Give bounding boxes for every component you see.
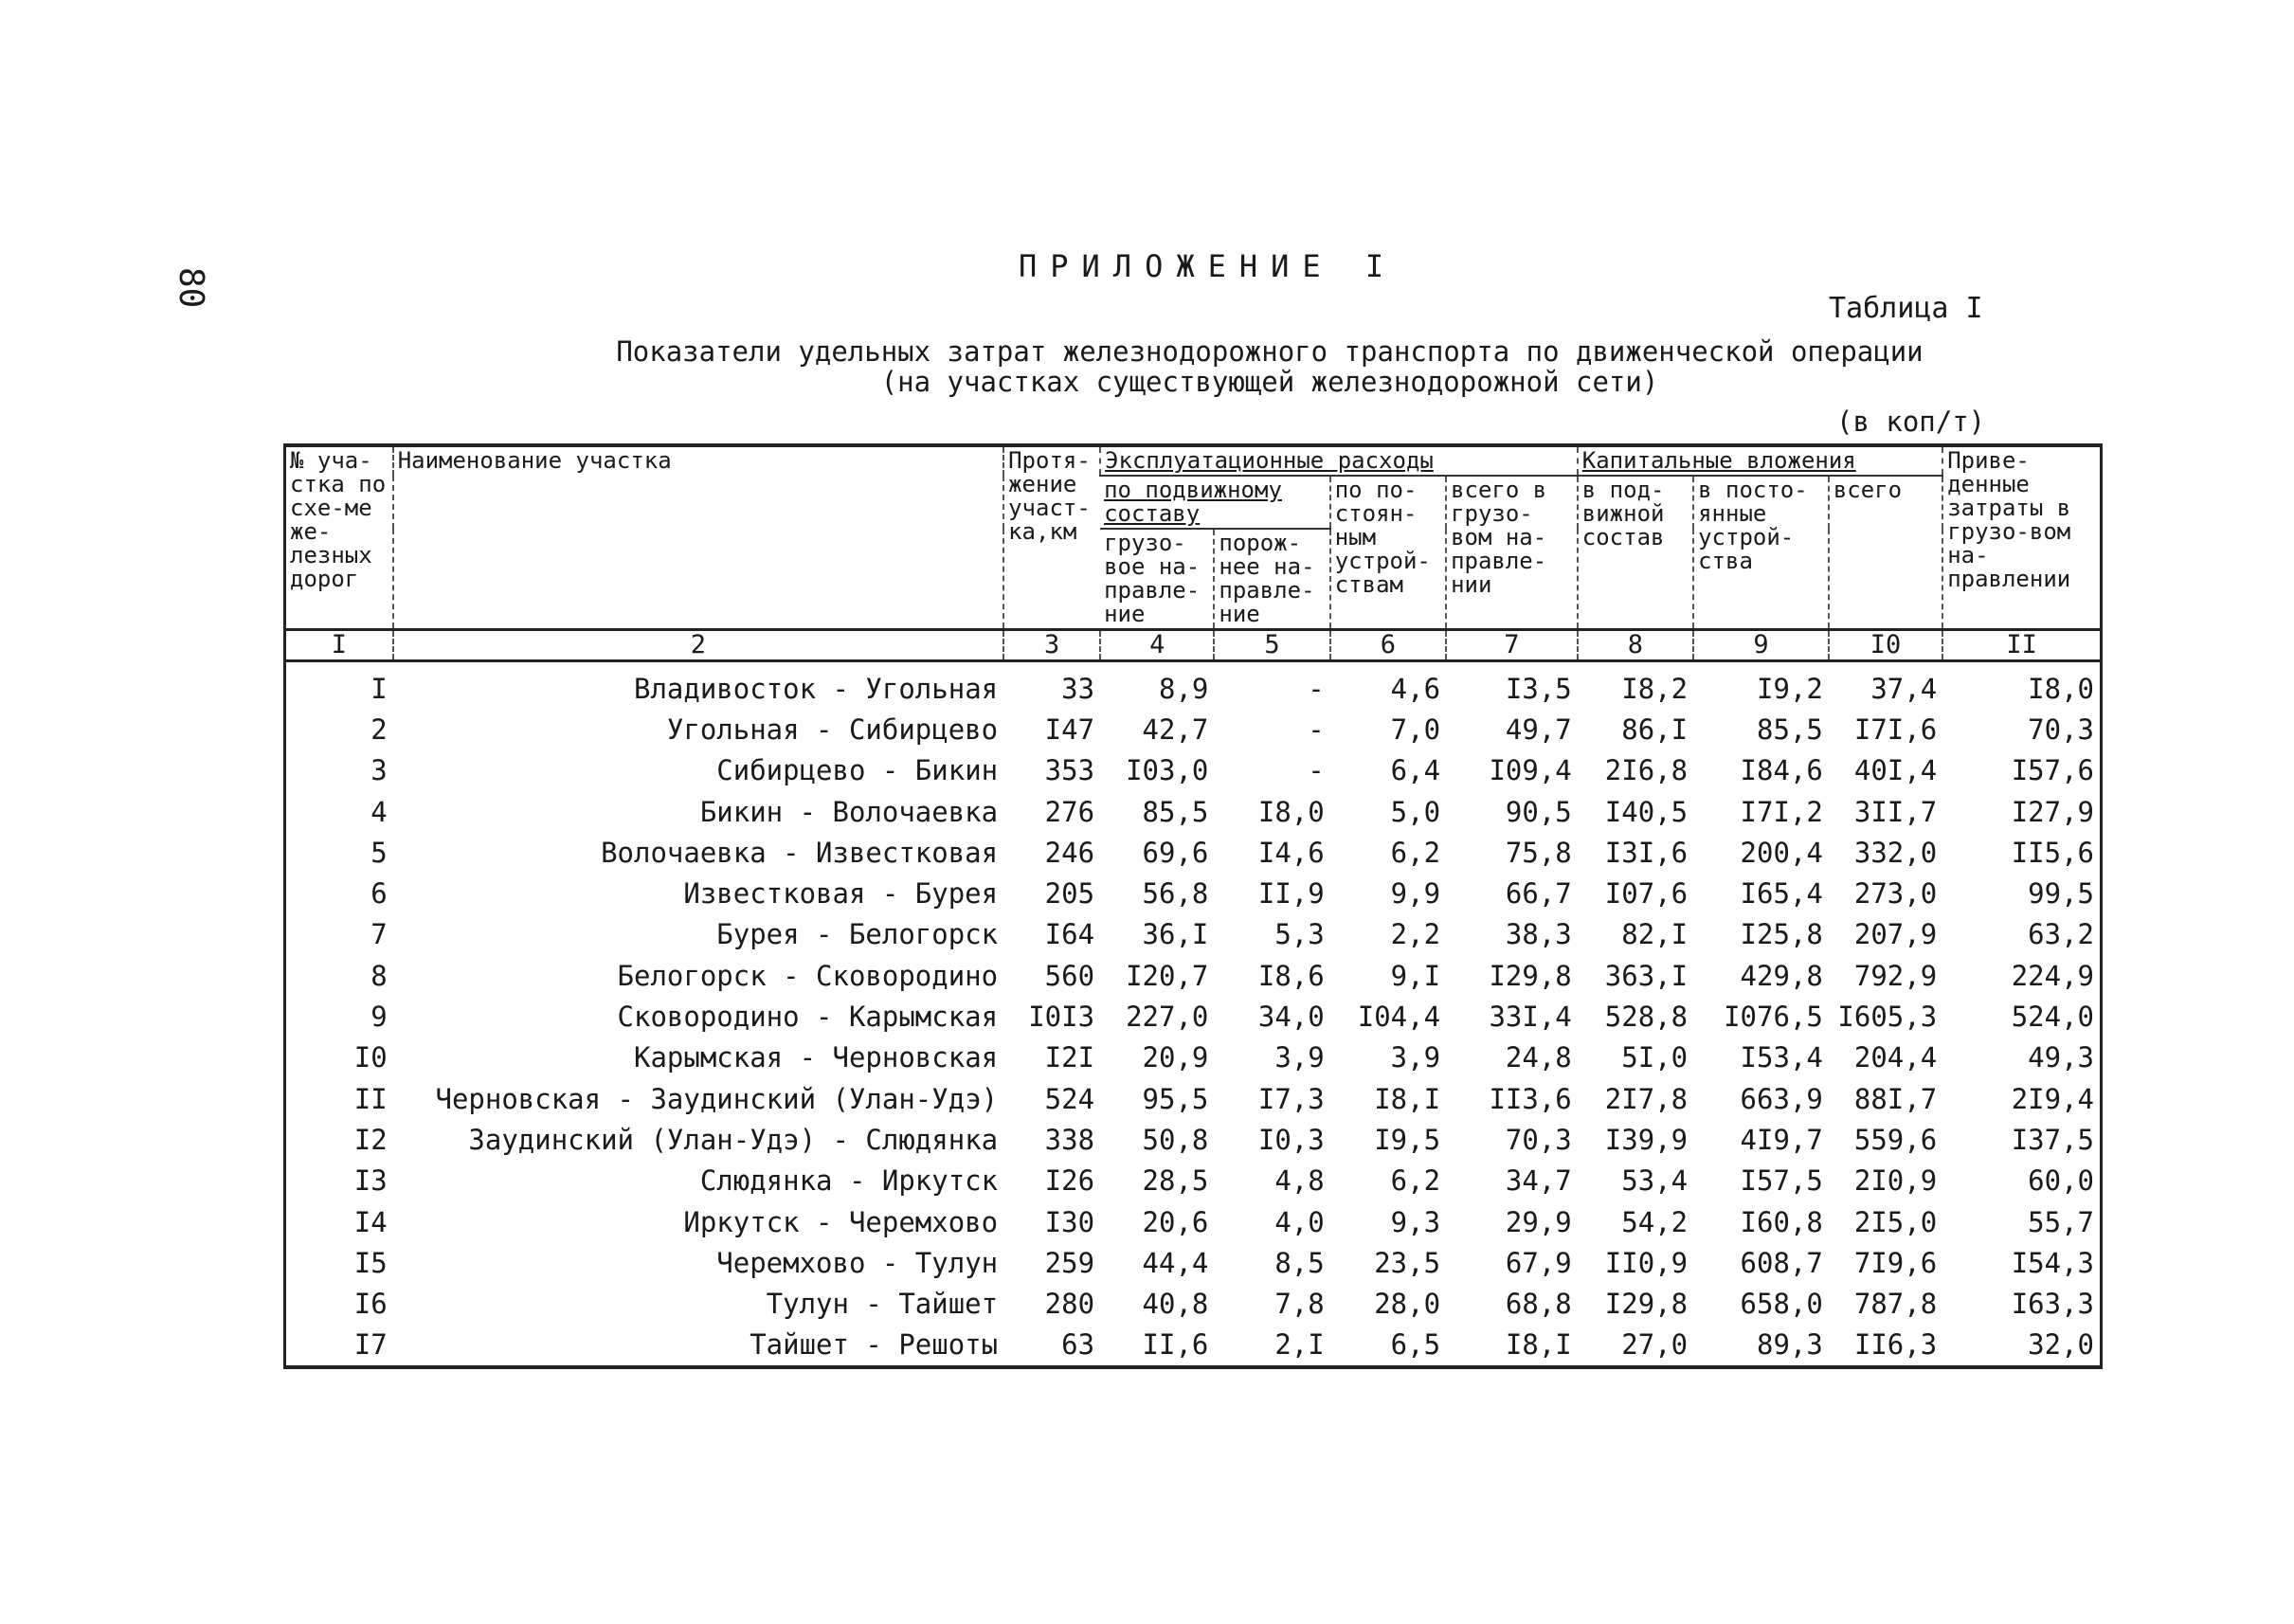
cell-length-km: 524 — [1044, 1082, 1095, 1115]
cell-cargo-direction: 95,5 — [1142, 1082, 1209, 1115]
cell-length-km: 259 — [1044, 1246, 1095, 1279]
cell-reduced-costs: 70,3 — [2028, 713, 2094, 746]
units-label: (в коп/т) — [1836, 406, 1986, 438]
cell-reduced-costs: 99,5 — [2028, 877, 2094, 911]
table-body — [285, 661, 2102, 1368]
cell-fixed-devices-ops: 6,2 — [1390, 1164, 1441, 1198]
cell-length-km: I30 — [1044, 1205, 1095, 1238]
column-number: 6 — [1330, 630, 1446, 661]
cell-section-name: Известковая - Бурея — [683, 877, 999, 911]
cell-fixed-devices-capital: 85,5 — [1757, 713, 1823, 746]
cell-section-number: 5 — [370, 836, 388, 869]
cell-reduced-costs: 63,2 — [2028, 918, 2094, 951]
cell-rolling-stock-capital: 363,I — [1604, 959, 1689, 992]
cell-section-name: Черновская - Заудинский (Улан-Удэ) — [435, 1082, 999, 1115]
cell-cargo-direction: 85,5 — [1142, 795, 1209, 828]
cell-rolling-stock-capital: 2I6,8 — [1604, 754, 1689, 787]
cell-length-km: 205 — [1044, 877, 1095, 911]
cell-capital-total: 40I,4 — [1853, 754, 1938, 787]
cell-cargo-direction: 69,6 — [1142, 836, 1209, 869]
cell-rolling-stock-capital: I8,2 — [1621, 672, 1689, 705]
cell-reduced-costs: 224,9 — [2011, 959, 2094, 992]
cell-length-km: 276 — [1044, 795, 1095, 828]
cell-cargo-direction: I20,7 — [1126, 959, 1209, 992]
column-number: 4 — [1100, 630, 1214, 661]
cell-fixed-devices-ops: 9,9 — [1390, 877, 1441, 911]
cell-fixed-devices-ops: I9,5 — [1374, 1123, 1441, 1156]
cell-section-name: Бикин - Волочаевка — [699, 795, 999, 828]
cell-total-cargo-ops: 75,8 — [1505, 836, 1572, 869]
cell-section-number: I0 — [353, 1041, 388, 1074]
cell-rolling-stock-capital: 2I7,8 — [1604, 1082, 1689, 1115]
cell-fixed-devices-capital: 608,7 — [1740, 1246, 1823, 1279]
cell-empty-direction: 7,8 — [1274, 1288, 1325, 1321]
cell-empty-direction: - — [1308, 713, 1325, 746]
cell-section-name: Тулун - Тайшет — [766, 1288, 999, 1321]
cell-length-km: 280 — [1044, 1288, 1095, 1321]
cell-total-cargo-ops: 90,5 — [1505, 795, 1572, 828]
cell-empty-direction: I7,3 — [1257, 1082, 1325, 1115]
cell-total-cargo-ops: II3,6 — [1489, 1082, 1572, 1115]
header-section-number: № уча-стка по схе-ме же-лезных дорог — [290, 447, 387, 592]
cell-section-name: Бурея - Белогорск — [716, 918, 999, 951]
cell-fixed-devices-capital: 4I9,7 — [1740, 1123, 1823, 1156]
cell-section-name: Белогорск - Сковородино — [617, 959, 999, 992]
caption-line-1: Показатели удельных затрат железнодорожного транспорта по движенческой операции — [616, 335, 1924, 368]
table-row — [285, 1038, 2102, 1078]
cell-cargo-direction: 42,7 — [1142, 713, 1209, 746]
cell-length-km: 33 — [1061, 672, 1095, 705]
header-capital-total: всего — [1829, 476, 1942, 630]
cell-cargo-direction: 8,9 — [1158, 672, 1209, 705]
cell-capital-total: 792,9 — [1853, 959, 1938, 992]
header-capital-investments: Капитальные вложения — [1578, 445, 1942, 476]
cell-fixed-devices-capital: I84,6 — [1740, 754, 1823, 787]
header-reduced-costs: Приве-денные затраты в грузо-вом на-правлении — [1942, 445, 2101, 630]
cell-empty-direction: II,9 — [1257, 877, 1325, 911]
cell-rolling-stock-capital: II0,9 — [1604, 1246, 1689, 1279]
header-operating-costs: Эксплуатационные расходы — [1100, 445, 1578, 476]
cell-cargo-direction: 40,8 — [1142, 1288, 1209, 1321]
column-number: 3 — [1003, 630, 1100, 661]
cell-empty-direction: I8,6 — [1257, 959, 1325, 992]
cell-fixed-devices-ops: 6,4 — [1390, 754, 1441, 787]
cell-length-km: 338 — [1044, 1123, 1095, 1156]
cell-capital-total: 88I,7 — [1853, 1082, 1938, 1115]
cell-capital-total: 332,0 — [1853, 836, 1938, 869]
cell-reduced-costs: 524,0 — [2011, 1001, 2094, 1034]
cell-section-name: Волочаевка - Известковая — [601, 836, 999, 869]
cell-empty-direction: I0,3 — [1257, 1123, 1325, 1156]
cell-rolling-stock-capital: I07,6 — [1604, 877, 1689, 911]
table-row — [285, 1119, 2102, 1160]
header-cargo-direction: грузо-вое на-правле-ние — [1104, 530, 1201, 627]
cell-empty-direction: I4,6 — [1257, 836, 1325, 869]
cell-capital-total: 37,4 — [1870, 672, 1938, 705]
cell-length-km: I47 — [1044, 713, 1095, 746]
cell-total-cargo-ops: 33I,4 — [1489, 1001, 1572, 1034]
cell-section-name: Заудинский (Улан-Удэ) - Слюдянка — [468, 1123, 999, 1156]
cell-fixed-devices-capital: I57,5 — [1740, 1164, 1823, 1198]
cell-fixed-devices-ops: 6,5 — [1390, 1328, 1441, 1362]
cell-length-km: I64 — [1044, 918, 1095, 951]
cell-reduced-costs: I63,3 — [2011, 1288, 2094, 1321]
cell-empty-direction: 34,0 — [1257, 1001, 1325, 1034]
cell-cargo-direction: 28,5 — [1142, 1164, 1209, 1198]
cell-fixed-devices-ops: I8,I — [1374, 1082, 1441, 1115]
table-row — [285, 750, 2102, 791]
cell-section-number: 9 — [370, 1001, 388, 1034]
cell-section-name: Владивосток - Угольная — [634, 672, 999, 705]
cell-fixed-devices-capital: 200,4 — [1740, 836, 1823, 869]
cell-capital-total: 204,4 — [1853, 1041, 1938, 1074]
cell-cargo-direction: II,6 — [1142, 1328, 1209, 1362]
cell-rolling-stock-capital: 54,2 — [1621, 1205, 1689, 1238]
cell-reduced-costs: II5,6 — [2011, 836, 2094, 869]
table-row — [285, 791, 2102, 832]
cell-fixed-devices-capital: I53,4 — [1740, 1041, 1823, 1074]
cell-length-km: 560 — [1044, 959, 1095, 992]
cell-cargo-direction: I03,0 — [1126, 754, 1209, 787]
cell-reduced-costs: 55,7 — [2028, 1205, 2094, 1238]
table-row — [285, 661, 2102, 710]
cell-section-number: 4 — [370, 795, 388, 828]
cell-rolling-stock-capital: 528,8 — [1604, 1001, 1689, 1034]
header-total-cargo: всего в грузо-вом на-правле-нии — [1446, 476, 1578, 630]
column-number-row — [285, 630, 2102, 661]
table-row — [285, 709, 2102, 749]
cell-empty-direction: 4,0 — [1274, 1205, 1325, 1238]
column-number: 9 — [1693, 630, 1829, 661]
cell-rolling-stock-capital: I29,8 — [1604, 1288, 1689, 1321]
cell-section-name: Карымская - Черновская — [634, 1041, 999, 1074]
table-row — [285, 1242, 2102, 1283]
cell-cargo-direction: 44,4 — [1142, 1246, 1209, 1279]
cell-empty-direction: - — [1308, 672, 1325, 705]
cell-capital-total: 2I0,9 — [1853, 1164, 1938, 1198]
cell-total-cargo-ops: 29,9 — [1505, 1205, 1572, 1238]
cell-empty-direction: 2,I — [1274, 1328, 1325, 1362]
cell-fixed-devices-capital: 429,8 — [1740, 959, 1823, 992]
cell-cargo-direction: 20,6 — [1142, 1205, 1209, 1238]
cell-fixed-devices-capital: 663,9 — [1740, 1082, 1823, 1115]
column-number: 8 — [1578, 630, 1693, 661]
cell-fixed-devices-ops: I04,4 — [1357, 1001, 1441, 1034]
cell-section-name: Угольная - Сибирцево — [666, 713, 999, 746]
cell-capital-total: I7I,6 — [1853, 713, 1938, 746]
cell-fixed-devices-capital: I076,5 — [1724, 1001, 1823, 1034]
table-caption — [531, 336, 2009, 397]
cell-fixed-devices-ops: 4,6 — [1390, 672, 1441, 705]
cell-empty-direction: 8,5 — [1274, 1246, 1325, 1279]
cell-section-number: I4 — [353, 1205, 388, 1238]
cell-total-cargo-ops: 68,8 — [1505, 1288, 1572, 1321]
cell-capital-total: 273,0 — [1853, 877, 1938, 911]
table-row — [285, 1078, 2102, 1119]
cell-empty-direction: 4,8 — [1274, 1164, 1325, 1198]
cell-total-cargo-ops: I29,8 — [1489, 959, 1572, 992]
column-number: 2 — [393, 630, 1003, 661]
table-row — [285, 914, 2102, 955]
cell-reduced-costs: I57,6 — [2011, 754, 2094, 787]
cell-fixed-devices-ops: 9,3 — [1390, 1205, 1441, 1238]
cell-total-cargo-ops: I8,I — [1505, 1328, 1572, 1362]
cell-cargo-direction: 36,I — [1142, 918, 1209, 951]
table-row — [285, 873, 2102, 913]
table-row — [285, 1201, 2102, 1242]
cell-capital-total: 207,9 — [1853, 918, 1938, 951]
cell-reduced-costs: I27,9 — [2011, 795, 2094, 828]
cell-rolling-stock-capital: 27,0 — [1621, 1328, 1689, 1362]
cell-total-cargo-ops: 24,8 — [1505, 1041, 1572, 1074]
column-number: II — [1942, 630, 2101, 661]
cell-fixed-devices-capital: I65,4 — [1740, 877, 1823, 911]
cell-reduced-costs: I37,5 — [2011, 1123, 2094, 1156]
cell-total-cargo-ops: I09,4 — [1489, 754, 1572, 787]
cell-cargo-direction: 20,9 — [1142, 1041, 1209, 1074]
header-rolling-stock: по подвижному составу — [1100, 476, 1330, 529]
cell-reduced-costs: 2I9,4 — [2011, 1082, 2094, 1115]
cell-capital-total: II6,3 — [1853, 1328, 1938, 1362]
table-label: Таблица I — [1829, 292, 1983, 325]
cell-empty-direction: 5,3 — [1274, 918, 1325, 951]
cell-reduced-costs: 60,0 — [2028, 1164, 2094, 1198]
header-section-name: Наименование участка — [393, 445, 1003, 630]
cell-total-cargo-ops: 38,3 — [1505, 918, 1572, 951]
cell-fixed-devices-capital: I25,8 — [1740, 918, 1823, 951]
cell-total-cargo-ops: 70,3 — [1505, 1123, 1572, 1156]
cell-capital-total: I605,3 — [1837, 1001, 1938, 1034]
column-number: 7 — [1446, 630, 1578, 661]
cell-fixed-devices-ops: 2,2 — [1390, 918, 1441, 951]
header-fixed-devices-capital: в посто-янные устрой-ства — [1693, 476, 1829, 630]
cell-rolling-stock-capital: 82,I — [1621, 918, 1689, 951]
table-row — [285, 1325, 2102, 1367]
cell-empty-direction: I8,0 — [1257, 795, 1325, 828]
table-row — [285, 1161, 2102, 1201]
cell-section-name: Сковородино - Карымская — [617, 1001, 999, 1034]
cell-section-number: 6 — [370, 877, 388, 911]
header-rolling-stock-capital: в под-вижной состав — [1578, 476, 1693, 630]
table-row — [285, 1283, 2102, 1324]
cell-fixed-devices-capital: I7I,2 — [1740, 795, 1823, 828]
cell-section-name: Черемхово - Тулун — [716, 1246, 999, 1279]
cell-section-name: Тайшет - Решоты — [750, 1328, 999, 1362]
cell-length-km: I2I — [1044, 1041, 1095, 1074]
cell-section-number: I7 — [353, 1328, 388, 1362]
cell-rolling-stock-capital: 5I,0 — [1621, 1041, 1689, 1074]
column-number: I — [285, 630, 393, 661]
cell-fixed-devices-capital: I9,2 — [1757, 672, 1823, 705]
cell-cargo-direction: 227,0 — [1126, 1001, 1209, 1034]
cell-cargo-direction: 50,8 — [1142, 1123, 1209, 1156]
cell-fixed-devices-capital: 658,0 — [1740, 1288, 1823, 1321]
appendix-title: ПРИЛОЖЕНИЕ I — [1019, 248, 1398, 284]
cell-reduced-costs: 32,0 — [2028, 1328, 2094, 1362]
cell-length-km: I26 — [1044, 1164, 1095, 1198]
cell-fixed-devices-ops: 28,0 — [1374, 1288, 1441, 1321]
cell-reduced-costs: 49,3 — [2028, 1041, 2094, 1074]
cell-section-number: I3 — [353, 1164, 388, 1198]
cost-table — [283, 443, 2103, 1369]
cell-rolling-stock-capital: 86,I — [1621, 713, 1689, 746]
cell-fixed-devices-ops: 9,I — [1390, 959, 1441, 992]
cell-fixed-devices-ops: 5,0 — [1390, 795, 1441, 828]
cell-cargo-direction: 56,8 — [1142, 877, 1209, 911]
table-row — [285, 832, 2102, 873]
cell-section-number: 3 — [370, 754, 388, 787]
header-length: Протя-жение участ-ка,км — [1003, 445, 1100, 630]
cell-section-number: 7 — [370, 918, 388, 951]
cell-section-number: I — [370, 672, 388, 705]
cell-empty-direction: - — [1308, 754, 1325, 787]
cell-section-name: Сибирцево - Бикин — [716, 754, 999, 787]
cell-section-name: Слюдянка - Иркутск — [699, 1164, 999, 1198]
cell-rolling-stock-capital: I3I,6 — [1604, 836, 1689, 869]
cell-capital-total: 3II,7 — [1853, 795, 1938, 828]
cell-fixed-devices-ops: 6,2 — [1390, 836, 1441, 869]
cell-fixed-devices-ops: 7,0 — [1390, 713, 1441, 746]
column-number: 5 — [1214, 630, 1329, 661]
cell-section-number: 2 — [370, 713, 388, 746]
header-fixed-devices-ops: по по-стоян-ным устрой-ствам — [1330, 476, 1446, 630]
cell-section-number: 8 — [370, 959, 388, 992]
cell-fixed-devices-ops: 23,5 — [1374, 1246, 1441, 1279]
cell-length-km: 63 — [1061, 1328, 1095, 1362]
table-row — [285, 996, 2102, 1037]
caption-line-2: (на участках существующей железнодорожной сети) — [880, 366, 1659, 398]
cell-section-number: I2 — [353, 1123, 388, 1156]
cell-reduced-costs: I54,3 — [2011, 1246, 2094, 1279]
cell-empty-direction: 3,9 — [1274, 1041, 1325, 1074]
cell-total-cargo-ops: 34,7 — [1505, 1164, 1572, 1198]
cell-fixed-devices-ops: 3,9 — [1390, 1041, 1441, 1074]
cell-fixed-devices-capital: 89,3 — [1757, 1328, 1823, 1362]
cell-capital-total: 787,8 — [1853, 1288, 1938, 1321]
cell-rolling-stock-capital: I40,5 — [1604, 795, 1689, 828]
cell-capital-total: 7I9,6 — [1853, 1246, 1938, 1279]
cell-length-km: 246 — [1044, 836, 1095, 869]
header-empty-direction: порож-нее на-правле-ние — [1214, 529, 1329, 630]
cell-total-cargo-ops: 67,9 — [1505, 1246, 1572, 1279]
cell-fixed-devices-capital: I60,8 — [1740, 1205, 1823, 1238]
cell-capital-total: 2I5,0 — [1853, 1205, 1938, 1238]
cell-total-cargo-ops: 49,7 — [1505, 713, 1572, 746]
cell-length-km: 353 — [1044, 754, 1095, 787]
cell-length-km: I0I3 — [1028, 1001, 1095, 1034]
cell-total-cargo-ops: I3,5 — [1505, 672, 1572, 705]
cell-rolling-stock-capital: 53,4 — [1621, 1164, 1689, 1198]
column-number: I0 — [1829, 630, 1942, 661]
cell-rolling-stock-capital: I39,9 — [1604, 1123, 1689, 1156]
table-row — [285, 955, 2102, 996]
cell-reduced-costs: I8,0 — [2028, 672, 2094, 705]
cell-section-number: I5 — [353, 1246, 388, 1279]
cell-total-cargo-ops: 66,7 — [1505, 877, 1572, 911]
cell-section-number: II — [353, 1082, 388, 1115]
cell-section-name: Иркутск - Черемхово — [683, 1205, 999, 1238]
cell-capital-total: 559,6 — [1853, 1123, 1938, 1156]
cell-section-number: I6 — [353, 1288, 388, 1321]
page-number: 80 — [172, 267, 210, 309]
